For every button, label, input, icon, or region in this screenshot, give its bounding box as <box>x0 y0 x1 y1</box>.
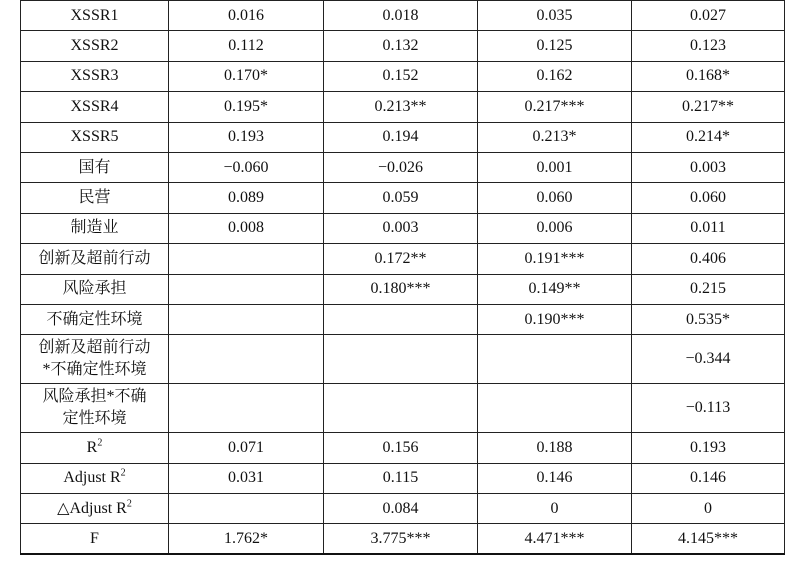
row-label-base: R <box>86 438 98 456</box>
table-row <box>21 183 785 213</box>
table-cell: 0.060 <box>632 183 785 213</box>
row-label-line: 创新及超前行动 <box>38 339 151 357</box>
row-label-superscript: 2 <box>120 468 126 480</box>
table-cell: 0.146 <box>478 463 632 493</box>
row-label-line: 风险承担*不确 <box>42 388 147 406</box>
table-cell: 0.003 <box>324 213 478 243</box>
table-cell: 0.059 <box>324 183 478 213</box>
table-cell: 0.123 <box>632 31 785 61</box>
table-cell: 4.471*** <box>478 524 632 554</box>
table-cell: 0.125 <box>478 31 632 61</box>
table-cell: 0.016 <box>169 1 324 31</box>
table-row <box>21 335 785 384</box>
row-label-superscript: 2 <box>97 437 103 449</box>
table-cell: 0.190*** <box>478 304 632 334</box>
row-label: XSSR2 <box>21 31 169 61</box>
table-cell: 0.132 <box>324 31 478 61</box>
table-row <box>21 92 785 122</box>
table-cell: 0.006 <box>478 213 632 243</box>
table-cell: 0.011 <box>632 213 785 243</box>
table-cell: 0 <box>478 494 632 524</box>
table-cell: 0.191*** <box>478 244 632 274</box>
row-label: 制造业 <box>21 213 169 243</box>
table-cell: 0.112 <box>169 31 324 61</box>
table-row <box>21 463 785 493</box>
table-cell: 0.168* <box>632 61 785 91</box>
table-cell: 0.213** <box>324 92 478 122</box>
table-cell <box>169 335 324 384</box>
table-row <box>21 433 785 463</box>
table-cell: 0 <box>632 494 785 524</box>
table-cell: 1.762* <box>169 524 324 554</box>
row-label: XSSR3 <box>21 61 169 91</box>
row-label-line: 定性环境 <box>62 410 127 428</box>
table-cell: 0.071 <box>169 433 324 463</box>
row-label <box>21 433 169 463</box>
row-label <box>21 335 169 384</box>
row-label: 民营 <box>21 183 169 213</box>
table-row <box>21 31 785 61</box>
table-row <box>21 61 785 91</box>
table-cell: 0.195* <box>169 92 324 122</box>
table-cell: 0.084 <box>324 494 478 524</box>
row-label: F <box>21 524 169 554</box>
table-cell: 0.003 <box>632 152 785 182</box>
row-label-base: Adjust R <box>63 469 121 487</box>
table-cell: 0.170* <box>169 61 324 91</box>
table-cell: 0.008 <box>169 213 324 243</box>
table-cell: −0.060 <box>169 152 324 182</box>
table-row <box>21 244 785 274</box>
table-cell: 0.035 <box>478 1 632 31</box>
table-cell: 0.172** <box>324 244 478 274</box>
row-label: XSSR5 <box>21 122 169 152</box>
table-cell: 0.027 <box>632 1 785 31</box>
table-cell: 0.031 <box>169 463 324 493</box>
row-label-superscript: 2 <box>126 498 132 510</box>
table-cell: 0.217*** <box>478 92 632 122</box>
table-row <box>21 494 785 524</box>
table-cell: 0.018 <box>324 1 478 31</box>
table-cell: −0.113 <box>632 384 785 433</box>
table-cell: 0.156 <box>324 433 478 463</box>
row-label: 创新及超前行动 <box>21 244 169 274</box>
row-label: 风险承担 <box>21 274 169 304</box>
table-cell: 0.115 <box>324 463 478 493</box>
row-label <box>21 494 169 524</box>
row-label <box>21 384 169 433</box>
table-cell: 0.535* <box>632 304 785 334</box>
table-cell: 0.180*** <box>324 274 478 304</box>
table-cell: 0.214* <box>632 122 785 152</box>
table-cell <box>324 335 478 384</box>
table-cell <box>169 244 324 274</box>
table-cell: 0.213* <box>478 122 632 152</box>
regression-results-table <box>20 0 785 555</box>
table-cell: 0.194 <box>324 122 478 152</box>
table-row <box>21 384 785 433</box>
table-cell: 0.001 <box>478 152 632 182</box>
row-label-base: △Adjust R <box>57 499 127 517</box>
table-cell: 0.215 <box>632 274 785 304</box>
table-cell: −0.026 <box>324 152 478 182</box>
table-cell <box>324 384 478 433</box>
table-cell <box>169 384 324 433</box>
row-label: XSSR4 <box>21 92 169 122</box>
table-cell <box>169 304 324 334</box>
table-row <box>21 213 785 243</box>
table-row <box>21 152 785 182</box>
row-label <box>21 463 169 493</box>
table-cell: −0.344 <box>632 335 785 384</box>
table-cell: 0.146 <box>632 463 785 493</box>
row-label: 不确定性环境 <box>21 304 169 334</box>
table-cell: 0.193 <box>169 122 324 152</box>
table-cell: 0.162 <box>478 61 632 91</box>
table-cell <box>478 335 632 384</box>
table-cell <box>324 304 478 334</box>
table-cell: 0.152 <box>324 61 478 91</box>
table-row <box>21 304 785 334</box>
table-row <box>21 122 785 152</box>
table-cell <box>478 384 632 433</box>
table-cell <box>169 494 324 524</box>
table-row <box>21 274 785 304</box>
table-cell: 0.089 <box>169 183 324 213</box>
row-label-line: *不确定性环境 <box>42 361 147 379</box>
table-cell: 0.149** <box>478 274 632 304</box>
row-label: 国有 <box>21 152 169 182</box>
table-row <box>21 1 785 31</box>
table-cell <box>169 274 324 304</box>
table-cell: 0.217** <box>632 92 785 122</box>
table-cell: 0.188 <box>478 433 632 463</box>
table-cell: 0.060 <box>478 183 632 213</box>
row-label: XSSR1 <box>21 1 169 31</box>
table-row <box>21 524 785 554</box>
table-cell: 0.406 <box>632 244 785 274</box>
table-cell: 0.193 <box>632 433 785 463</box>
table-cell: 3.775*** <box>324 524 478 554</box>
table-cell: 4.145*** <box>632 524 785 554</box>
